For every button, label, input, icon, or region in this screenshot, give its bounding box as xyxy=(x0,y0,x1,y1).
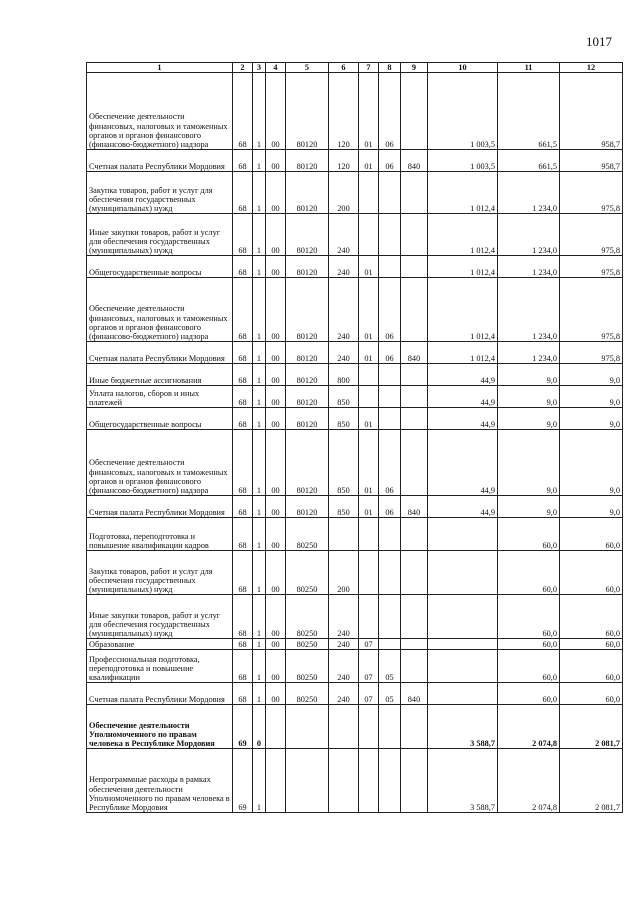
code-col2: 68 xyxy=(233,595,253,639)
code-col5: 80120 xyxy=(286,430,329,496)
amount-col10: 44,9 xyxy=(428,408,498,430)
table-row xyxy=(87,408,623,430)
code-col8 xyxy=(379,551,401,595)
row-name: Иные закупки товаров, работ и услуг для обеспечения государственных (муниципальных) нужд xyxy=(87,214,233,256)
code-col8: 05 xyxy=(379,650,401,683)
column-header: 9 xyxy=(401,63,428,73)
code-col2: 69 xyxy=(233,749,253,813)
amount-col12: 9,0 xyxy=(560,408,623,430)
page-number: 1017 xyxy=(586,34,612,49)
code-col2: 68 xyxy=(233,430,253,496)
column-header: 11 xyxy=(498,63,560,73)
code-col9 xyxy=(401,73,428,150)
code-col2: 68 xyxy=(233,639,253,650)
column-header: 8 xyxy=(379,63,401,73)
column-header: 7 xyxy=(359,63,379,73)
code-col7: 01 xyxy=(359,430,379,496)
code-col6: 850 xyxy=(329,408,359,430)
code-col3: 1 xyxy=(253,342,266,364)
code-col5: 80120 xyxy=(286,408,329,430)
table-row xyxy=(87,172,623,214)
column-header: 12 xyxy=(560,63,623,73)
amount-col12: 2 081,7 xyxy=(560,705,623,749)
code-col6: 120 xyxy=(329,73,359,150)
code-col5 xyxy=(286,749,329,813)
code-col4: 00 xyxy=(266,214,286,256)
code-col8 xyxy=(379,256,401,278)
column-header: 6 xyxy=(329,63,359,73)
table-row xyxy=(87,364,623,386)
code-col5: 80120 xyxy=(286,386,329,408)
amount-col11: 9,0 xyxy=(498,430,560,496)
code-col4: 00 xyxy=(266,518,286,551)
code-col8 xyxy=(379,214,401,256)
amount-col12: 975,8 xyxy=(560,256,623,278)
code-col5: 80250 xyxy=(286,551,329,595)
amount-col10: 44,9 xyxy=(428,430,498,496)
code-col8: 06 xyxy=(379,73,401,150)
code-col6 xyxy=(329,518,359,551)
column-header: 1 xyxy=(87,63,233,73)
amount-col10: 1 003,5 xyxy=(428,150,498,172)
amount-col10: 1 012,4 xyxy=(428,278,498,342)
code-col9: 840 xyxy=(401,683,428,705)
code-col3: 1 xyxy=(253,639,266,650)
code-col2: 68 xyxy=(233,551,253,595)
amount-col11: 1 234,0 xyxy=(498,342,560,364)
code-col9 xyxy=(401,518,428,551)
amount-col10 xyxy=(428,551,498,595)
code-col6 xyxy=(329,749,359,813)
code-col7: 01 xyxy=(359,342,379,364)
code-col9 xyxy=(401,595,428,639)
code-col5: 80120 xyxy=(286,214,329,256)
code-col4 xyxy=(266,705,286,749)
column-header: 4 xyxy=(266,63,286,73)
code-col3: 1 xyxy=(253,364,266,386)
code-col7 xyxy=(359,595,379,639)
code-col9: 840 xyxy=(401,342,428,364)
table-row xyxy=(87,150,623,172)
amount-col12: 958,7 xyxy=(560,73,623,150)
code-col2: 68 xyxy=(233,650,253,683)
amount-col10 xyxy=(428,683,498,705)
code-col3: 1 xyxy=(253,551,266,595)
row-name: Общегосударственные вопросы xyxy=(87,256,233,278)
row-name: Счетная палата Республики Мордовия xyxy=(87,150,233,172)
code-col4: 00 xyxy=(266,278,286,342)
code-col7: 07 xyxy=(359,683,379,705)
code-col5: 80120 xyxy=(286,364,329,386)
amount-col12: 9,0 xyxy=(560,364,623,386)
code-col5 xyxy=(286,705,329,749)
table-row xyxy=(87,214,623,256)
amount-col10: 3 588,7 xyxy=(428,705,498,749)
amount-col12: 975,8 xyxy=(560,214,623,256)
code-col5: 80120 xyxy=(286,150,329,172)
amount-col12: 60,0 xyxy=(560,595,623,639)
code-col2: 68 xyxy=(233,278,253,342)
row-name: Закупка товаров, работ и услуг для обеспечения государственных (муниципальных) нужд xyxy=(87,551,233,595)
row-name: Профессиональная подготовка, переподготовка и повышение квалификации xyxy=(87,650,233,683)
code-col6: 240 xyxy=(329,595,359,639)
amount-col11: 9,0 xyxy=(498,408,560,430)
code-col5: 80250 xyxy=(286,639,329,650)
code-col5: 80120 xyxy=(286,172,329,214)
table-body xyxy=(87,73,623,813)
code-col7 xyxy=(359,705,379,749)
code-col2: 68 xyxy=(233,172,253,214)
amount-col10 xyxy=(428,639,498,650)
code-col7 xyxy=(359,551,379,595)
amount-col11: 9,0 xyxy=(498,496,560,518)
code-col7: 07 xyxy=(359,639,379,650)
code-col4 xyxy=(266,749,286,813)
amount-col10: 1 003,5 xyxy=(428,73,498,150)
code-col3: 0 xyxy=(253,705,266,749)
code-col8 xyxy=(379,518,401,551)
code-col2: 68 xyxy=(233,73,253,150)
code-col7: 01 xyxy=(359,496,379,518)
amount-col10: 44,9 xyxy=(428,496,498,518)
code-col7 xyxy=(359,386,379,408)
table-row xyxy=(87,683,623,705)
code-col3: 1 xyxy=(253,496,266,518)
code-col4: 00 xyxy=(266,150,286,172)
code-col3: 1 xyxy=(253,518,266,551)
amount-col12: 9,0 xyxy=(560,386,623,408)
code-col4: 00 xyxy=(266,342,286,364)
amount-col11: 661,5 xyxy=(498,150,560,172)
column-header: 3 xyxy=(253,63,266,73)
table-row xyxy=(87,73,623,150)
amount-col11: 60,0 xyxy=(498,683,560,705)
code-col6: 800 xyxy=(329,364,359,386)
amount-col10 xyxy=(428,595,498,639)
table-row xyxy=(87,650,623,683)
code-col2: 68 xyxy=(233,408,253,430)
amount-col10: 1 012,4 xyxy=(428,342,498,364)
table-row xyxy=(87,278,623,342)
code-col3: 1 xyxy=(253,214,266,256)
code-col6: 850 xyxy=(329,430,359,496)
code-col3: 1 xyxy=(253,408,266,430)
amount-col12: 60,0 xyxy=(560,518,623,551)
amount-col12: 975,8 xyxy=(560,172,623,214)
code-col8 xyxy=(379,639,401,650)
amount-col11: 1 234,0 xyxy=(498,172,560,214)
code-col2: 68 xyxy=(233,386,253,408)
code-col6: 240 xyxy=(329,342,359,364)
code-col5: 80250 xyxy=(286,518,329,551)
code-col5: 80120 xyxy=(286,256,329,278)
table-row xyxy=(87,342,623,364)
code-col9 xyxy=(401,430,428,496)
code-col9 xyxy=(401,749,428,813)
code-col4: 00 xyxy=(266,496,286,518)
code-col7 xyxy=(359,172,379,214)
code-col8: 06 xyxy=(379,430,401,496)
amount-col11: 1 234,0 xyxy=(498,214,560,256)
table-row xyxy=(87,496,623,518)
code-col3: 1 xyxy=(253,73,266,150)
amount-col11: 2 074,8 xyxy=(498,749,560,813)
amount-col10: 44,9 xyxy=(428,364,498,386)
code-col8 xyxy=(379,749,401,813)
amount-col11: 1 234,0 xyxy=(498,256,560,278)
code-col8: 06 xyxy=(379,150,401,172)
code-col3: 1 xyxy=(253,172,266,214)
code-col9 xyxy=(401,364,428,386)
amount-col10: 44,9 xyxy=(428,386,498,408)
row-name: Счетная палата Республики Мордовия xyxy=(87,683,233,705)
amount-col12: 60,0 xyxy=(560,639,623,650)
amount-col10 xyxy=(428,650,498,683)
code-col4: 00 xyxy=(266,408,286,430)
amount-col11: 9,0 xyxy=(498,364,560,386)
code-col9 xyxy=(401,551,428,595)
code-col8 xyxy=(379,172,401,214)
code-col7: 01 xyxy=(359,408,379,430)
code-col4: 00 xyxy=(266,386,286,408)
code-col3: 1 xyxy=(253,683,266,705)
amount-col11: 60,0 xyxy=(498,639,560,650)
column-header: 5 xyxy=(286,63,329,73)
code-col5: 80250 xyxy=(286,683,329,705)
code-col6: 120 xyxy=(329,150,359,172)
code-col8: 06 xyxy=(379,278,401,342)
code-col7: 01 xyxy=(359,73,379,150)
code-col5: 80250 xyxy=(286,595,329,639)
amount-col12: 60,0 xyxy=(560,650,623,683)
code-col7 xyxy=(359,214,379,256)
code-col5: 80120 xyxy=(286,496,329,518)
code-col8: 06 xyxy=(379,342,401,364)
amount-col10: 1 012,4 xyxy=(428,214,498,256)
code-col7 xyxy=(359,749,379,813)
code-col7: 01 xyxy=(359,150,379,172)
code-col6: 240 xyxy=(329,650,359,683)
code-col9: 840 xyxy=(401,496,428,518)
code-col8 xyxy=(379,705,401,749)
table-row xyxy=(87,749,623,813)
row-name: Обеспечение деятельности Уполномоченного по правам человека в Республике Мордовия xyxy=(87,705,233,749)
table-row xyxy=(87,256,623,278)
code-col2: 68 xyxy=(233,214,253,256)
row-name: Счетная палата Республики Мордовия xyxy=(87,342,233,364)
amount-col12: 9,0 xyxy=(560,430,623,496)
code-col6: 200 xyxy=(329,172,359,214)
code-col6: 850 xyxy=(329,386,359,408)
amount-col12: 60,0 xyxy=(560,683,623,705)
code-col9 xyxy=(401,172,428,214)
code-col8 xyxy=(379,364,401,386)
code-col2: 68 xyxy=(233,150,253,172)
code-col4: 00 xyxy=(266,172,286,214)
row-name: Счетная палата Республики Мордовия xyxy=(87,496,233,518)
code-col9 xyxy=(401,278,428,342)
row-name: Образование xyxy=(87,639,233,650)
code-col6: 850 xyxy=(329,496,359,518)
amount-col12: 975,8 xyxy=(560,342,623,364)
code-col3: 1 xyxy=(253,386,266,408)
table-row xyxy=(87,705,623,749)
column-header: 10 xyxy=(428,63,498,73)
code-col8 xyxy=(379,595,401,639)
code-col3: 1 xyxy=(253,650,266,683)
amount-col10: 1 012,4 xyxy=(428,172,498,214)
code-col4: 00 xyxy=(266,683,286,705)
code-col9 xyxy=(401,408,428,430)
row-name: Иные бюджетные ассигнования xyxy=(87,364,233,386)
code-col6: 240 xyxy=(329,683,359,705)
amount-col12: 9,0 xyxy=(560,496,623,518)
code-col7: 01 xyxy=(359,278,379,342)
table-row xyxy=(87,430,623,496)
amount-col11: 1 234,0 xyxy=(498,278,560,342)
code-col3: 1 xyxy=(253,150,266,172)
code-col5: 80120 xyxy=(286,73,329,150)
code-col8 xyxy=(379,386,401,408)
row-name: Закупка товаров, работ и услуг для обеспечения государственных (муниципальных) нужд xyxy=(87,172,233,214)
code-col9 xyxy=(401,256,428,278)
amount-col11: 60,0 xyxy=(498,551,560,595)
code-col5: 80120 xyxy=(286,342,329,364)
code-col6: 200 xyxy=(329,551,359,595)
code-col6: 240 xyxy=(329,256,359,278)
code-col5: 80120 xyxy=(286,278,329,342)
row-name: Обеспечение деятельности финансовых, налоговых и таможенных органов и органов финансового (финансово-бюджетного) надзора xyxy=(87,278,233,342)
code-col3: 1 xyxy=(253,278,266,342)
row-name: Подготовка, переподготовка и повышение квалификации кадров xyxy=(87,518,233,551)
row-name: Общегосударственные вопросы xyxy=(87,408,233,430)
code-col3: 1 xyxy=(253,749,266,813)
code-col3: 1 xyxy=(253,430,266,496)
row-name: Иные закупки товаров, работ и услуг для обеспечения государственных (муниципальных) нужд xyxy=(87,595,233,639)
code-col4: 00 xyxy=(266,256,286,278)
code-col4: 00 xyxy=(266,639,286,650)
code-col3: 1 xyxy=(253,256,266,278)
header-row xyxy=(87,63,623,73)
row-name: Непрограммные расходы в рамках обеспечения деятельности Уполномоченного по правам человека в Республике Мордовия xyxy=(87,749,233,813)
code-col2: 68 xyxy=(233,364,253,386)
table-row xyxy=(87,386,623,408)
code-col2: 68 xyxy=(233,256,253,278)
code-col6: 240 xyxy=(329,214,359,256)
code-col7: 01 xyxy=(359,256,379,278)
code-col6: 240 xyxy=(329,639,359,650)
code-col9 xyxy=(401,639,428,650)
code-col6 xyxy=(329,705,359,749)
amount-col12: 975,8 xyxy=(560,278,623,342)
code-col2: 68 xyxy=(233,496,253,518)
code-col4: 00 xyxy=(266,595,286,639)
code-col6: 240 xyxy=(329,278,359,342)
code-col9: 840 xyxy=(401,150,428,172)
table-row xyxy=(87,595,623,639)
amount-col12: 958,7 xyxy=(560,150,623,172)
code-col4: 00 xyxy=(266,430,286,496)
code-col9 xyxy=(401,650,428,683)
table-row xyxy=(87,639,623,650)
code-col2: 69 xyxy=(233,705,253,749)
code-col4: 00 xyxy=(266,650,286,683)
code-col7 xyxy=(359,518,379,551)
budget-table xyxy=(86,62,623,813)
amount-col10: 3 588,7 xyxy=(428,749,498,813)
code-col2: 68 xyxy=(233,683,253,705)
code-col4: 00 xyxy=(266,551,286,595)
code-col8 xyxy=(379,408,401,430)
code-col2: 68 xyxy=(233,518,253,551)
amount-col11: 60,0 xyxy=(498,650,560,683)
code-col7: 07 xyxy=(359,650,379,683)
amount-col11: 60,0 xyxy=(498,595,560,639)
code-col3: 1 xyxy=(253,595,266,639)
code-col7 xyxy=(359,364,379,386)
amount-col11: 60,0 xyxy=(498,518,560,551)
amount-col12: 60,0 xyxy=(560,551,623,595)
row-name: Обеспечение деятельности финансовых, налоговых и таможенных органов и органов финансового (финансово-бюджетного) надзора xyxy=(87,430,233,496)
row-name: Уплата налогов, сборов и иных платежей xyxy=(87,386,233,408)
column-header: 2 xyxy=(233,63,253,73)
code-col9 xyxy=(401,214,428,256)
code-col4: 00 xyxy=(266,73,286,150)
table-row xyxy=(87,518,623,551)
code-col9 xyxy=(401,386,428,408)
code-col2: 68 xyxy=(233,342,253,364)
amount-col12: 2 081,7 xyxy=(560,749,623,813)
code-col4: 00 xyxy=(266,364,286,386)
amount-col11: 9,0 xyxy=(498,386,560,408)
code-col9 xyxy=(401,705,428,749)
code-col8: 05 xyxy=(379,683,401,705)
amount-col10 xyxy=(428,518,498,551)
code-col5: 80250 xyxy=(286,650,329,683)
amount-col11: 661,5 xyxy=(498,73,560,150)
amount-col11: 2 074,8 xyxy=(498,705,560,749)
amount-col10: 1 012,4 xyxy=(428,256,498,278)
table-row xyxy=(87,551,623,595)
code-col8: 06 xyxy=(379,496,401,518)
row-name: Обеспечение деятельности финансовых, налоговых и таможенных органов и органов финансового (финансово-бюджетного) надзора xyxy=(87,73,233,150)
